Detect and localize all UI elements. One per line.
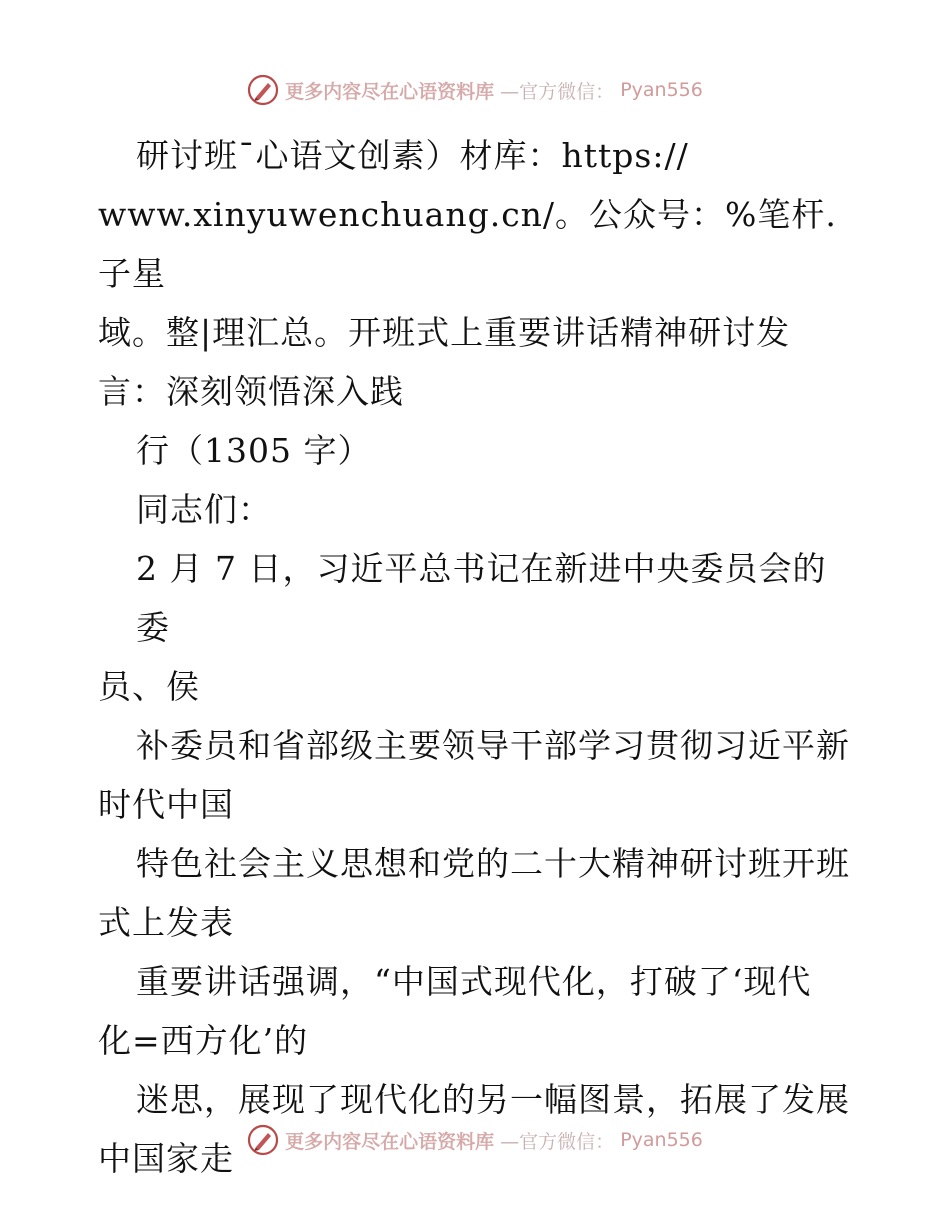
body-line: www.xinyuwenchuang.cn/。公众号：%笔杆.子星 <box>98 195 837 293</box>
header-watermark <box>0 70 950 110</box>
body-line: 中国家走 <box>98 1139 234 1178</box>
body-line: 员、侯 <box>98 667 200 706</box>
body-line: 同志们： <box>136 490 272 529</box>
document-body <box>98 126 858 1188</box>
body-line: 时代中国 <box>98 785 234 824</box>
body-line: 特色社会主义思想和党的二十大精神研讨班开班 <box>136 844 850 883</box>
body-line: 研讨班¯心语文创素）材库：https:// <box>136 136 689 175</box>
footer-watermark-suffix: —官方微信： <box>500 1130 615 1153</box>
body-line: 补委员和省部级主要领导干部学习贯彻习近平新 <box>136 726 850 765</box>
body-line: 域。整|理汇总。开班式上重要讲话精神研讨发 <box>98 313 791 352</box>
footer-watermark <box>0 1120 950 1160</box>
header-watermark-suffix: —官方微信： <box>500 80 615 103</box>
body-line: 化=西方化’的 <box>98 1021 309 1060</box>
body-line: 重要讲话强调，“中国式现代化，打破了‘现代 <box>136 962 812 1001</box>
pen-logo-icon <box>247 1124 279 1156</box>
header-watermark-text: 更多内容尽在心语资料库 <box>285 80 495 103</box>
body-line: 行（1305 字） <box>136 431 372 470</box>
footer-watermark-text: 更多内容尽在心语资料库 <box>285 1130 495 1153</box>
footer-watermark-id: Pyan556 <box>620 1129 703 1151</box>
body-line: 言：深刻领悟深入践 <box>98 372 404 411</box>
pen-logo-icon <box>247 74 279 106</box>
body-line: 2 月 7 日，习近平总书记在新进中央委员会的委 <box>136 549 827 647</box>
body-line: 式上发表 <box>98 903 234 942</box>
header-watermark-id: Pyan556 <box>620 79 703 101</box>
body-line: 迷思，展现了现代化的另一幅图景，拓展了发展 <box>136 1080 850 1119</box>
